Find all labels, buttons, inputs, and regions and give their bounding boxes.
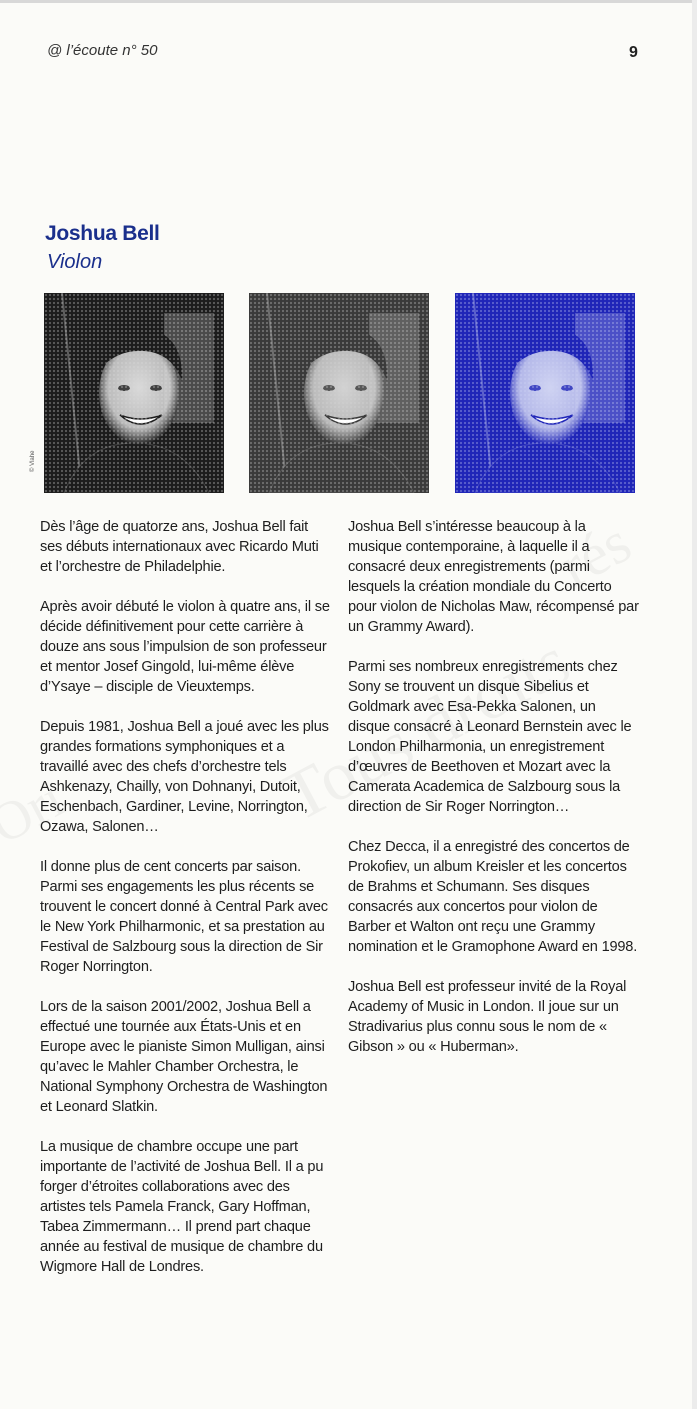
article-subtitle: Violon	[47, 251, 103, 273]
paragraph: Après avoir débuté le violon à quatre ans, il se décide définitivement pour cette carrière à douze ans sous l’impulsion de son professeur et mentor Josef Gingold, lui-même élève d’Ysaye – disciple de Vieuxtemps.	[40, 599, 330, 695]
paragraph: Chez Decca, il a enregistré des concertos de Prokofiev, un album Kreisler et les concertos de Brahms et Schumann. Ses disques consacrés aux concertos pour violon de Barber et Walton ont reçu une Grammy nomination et le Gramophone Award en 1998.	[348, 839, 638, 955]
portrait-photo-blue	[455, 293, 635, 493]
portrait-photo-dark	[44, 293, 224, 493]
paragraph: Lors de la saison 2001/2002, Joshua Bell a effectué une tournée aux États-Unis et en Europe avec le pianiste Simon Mulligan, ainsi qu’avec le Mahler Chamber Orchestra, le National Symphony Orchestra de Washington et Leonard Slatkin.	[40, 999, 328, 1115]
portrait-gray-image	[249, 293, 429, 493]
paragraph: Il donne plus de cent concerts par saison. Parmi ses engagements les plus récents se trouvent le concert donné à Central Park avec le New York Philharmonic, et sa prestation au Festival de Salzbourg sous la direction de Sir Roger Norrington.	[40, 859, 328, 975]
portrait-dark-image	[44, 293, 224, 493]
portrait-blue-image	[455, 293, 635, 493]
text-column-left	[40, 517, 332, 1297]
paragraph: Depuis 1981, Joshua Bell a joué avec les plus grandes formations symphoniques et a travaillé avec des chefs d’orchestre tels Ashkenazy, Chailly, von Dohnanyi, Dutoit, Eschenbach, Gardiner, Levine, Norrington, Ozawa, Salonen…	[40, 719, 329, 835]
portrait-photo-gray	[249, 293, 429, 493]
paragraph: La musique de chambre occupe une part importante de l’activité de Joshua Bell. Il a pu forger d’étroites collaborations avec des artistes tels Pamela Franck, Gary Hoffman, Tabea Zimmermann… Il prend part chaque année au festival de musique de chambre du Wigmore Hall de Londres.	[40, 1139, 324, 1275]
paragraph: Joshua Bell s’intéresse beaucoup à la musique contemporaine, à laquelle il a consacré deux enregistrements (parmi lesquels la création mondiale du Concerto pour violon de Nicholas Maw, récompensé par un Grammy Award).	[348, 519, 639, 635]
publication-header: @ l’écoute n° 50	[47, 42, 158, 59]
photo-credit: © Vlahe	[30, 450, 36, 472]
right-edge	[692, 0, 697, 1409]
paragraph: Joshua Bell est professeur invité de la Royal Academy of Music in London. Il joue sur un Stradivarius plus connu sous le nom de « Gibson » ou « Huberman».	[348, 979, 627, 1055]
top-border	[0, 0, 697, 3]
page-number: 9	[629, 44, 638, 61]
paragraph: Parmi ses nombreux enregistrements chez Sony se trouvent un disque Sibelius et Goldmark avec Esa-Pekka Salonen, un disque consacré à Leonard Bernstein avec le London Philharmonia, un enregistrement d’œuvres de Beethoven et Mozart avec la Camerata Academica de Salzbourg sous la direction de Sir Roger Norrington…	[348, 659, 632, 815]
paragraph: Dès l’âge de quatorze ans, Joshua Bell fait ses débuts internationaux avec Ricardo Muti et l’orchestre de Philadelphie.	[40, 519, 319, 575]
article-title: Joshua Bell	[45, 222, 160, 245]
text-column-right	[348, 517, 640, 1077]
